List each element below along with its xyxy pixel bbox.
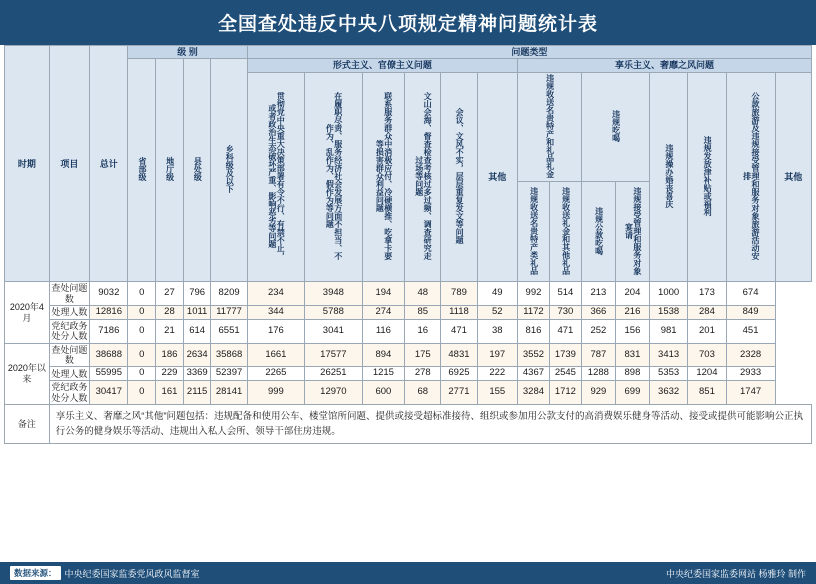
cell: 0: [128, 306, 156, 320]
cell: 992: [518, 282, 550, 306]
cell: 514: [549, 282, 581, 306]
cell: 831: [615, 343, 649, 367]
header-gift-sub-2: 违规收送礼金和其他礼品: [549, 182, 581, 282]
cell: 27: [156, 282, 184, 306]
cell: 2771: [441, 381, 477, 405]
cell: 35868: [211, 343, 247, 367]
cell: 1204: [688, 367, 726, 381]
table-row: [5, 319, 812, 343]
cell: 2634: [183, 343, 211, 367]
cell: 26251: [305, 367, 362, 381]
cell: 3413: [649, 343, 687, 367]
cell: 6551: [211, 319, 247, 343]
header-formalism-group: 形式主义、官僚主义问题: [247, 59, 517, 72]
footer-bar: [0, 562, 816, 584]
header-formalism-col-2: 在履职尽责、服务经济社会发展方面不担当、不作为、乱作为、假作为等问题: [305, 72, 362, 282]
cell: 730: [549, 306, 581, 320]
header-drink-sub-2: 违规接受管理和服务对象宴请: [615, 182, 649, 282]
header-hedonism-group: 享乐主义、奢靡之风问题: [518, 59, 812, 72]
header-period: 时期: [5, 46, 50, 282]
cell: 173: [688, 282, 726, 306]
header-hedonism-drink: 违规吃喝: [581, 72, 649, 181]
cell: 21: [156, 319, 184, 343]
header-formalism-col-1: 贯彻党中央重大决策部署有令不行、有禁不止，或者政治生态破坏严重、影响恶劣等问题: [247, 72, 304, 282]
cell: 197: [477, 343, 517, 367]
cell: 2328: [726, 343, 775, 367]
cell: 0: [128, 319, 156, 343]
cell: 471: [549, 319, 581, 343]
row-period-1: 2020年以来: [5, 343, 50, 404]
cell: 1215: [362, 367, 405, 381]
cell: 981: [649, 319, 687, 343]
cell: 30417: [90, 381, 128, 405]
header-hedonism-gift: 违规收送名贵特产和礼品礼金: [518, 72, 582, 181]
cell: 1172: [518, 306, 550, 320]
header-level-sheng: 省部级: [128, 59, 156, 282]
note-label: 备注: [5, 404, 50, 443]
cell: 1661: [247, 343, 304, 367]
cell: 5788: [305, 306, 362, 320]
cell: 284: [688, 306, 726, 320]
cell: 3632: [649, 381, 687, 405]
cell: 699: [615, 381, 649, 405]
row-item-0-1: 处理人数: [49, 306, 89, 320]
cell: 5353: [649, 367, 687, 381]
cell: 1712: [549, 381, 581, 405]
header-formalism-col-5: 会议、文风不实，层层重复发文等问题: [441, 72, 477, 282]
cell: 222: [477, 367, 517, 381]
cell: 1000: [649, 282, 687, 306]
cell: 4831: [441, 343, 477, 367]
cell: 176: [247, 319, 304, 343]
footer-credit: 中央纪委国家监委网站 杨雅玲 制作: [665, 568, 806, 579]
header-formalism-col-4: 文山会海、督查检查考核过多过频、调查研究走过场等问题: [405, 72, 441, 282]
header-total: 总计: [90, 46, 128, 282]
table-row: [5, 282, 812, 306]
cell: 600: [362, 381, 405, 405]
cell: 3369: [183, 367, 211, 381]
cell: 898: [615, 367, 649, 381]
table-row: [5, 367, 812, 381]
header-drink-sub-1: 违规公款吃喝: [581, 182, 615, 282]
table-container: [0, 45, 816, 562]
cell: 52397: [211, 367, 247, 381]
cell: 3041: [305, 319, 362, 343]
cell: 234: [247, 282, 304, 306]
footer-source: [10, 566, 200, 580]
cell: 929: [581, 381, 615, 405]
cell: 156: [615, 319, 649, 343]
row-item-0-0: 查处问题数: [49, 282, 89, 306]
cell: 1011: [183, 306, 211, 320]
cell: 796: [183, 282, 211, 306]
header-row-1: [5, 46, 812, 59]
cell: 1288: [581, 367, 615, 381]
note-row: [5, 404, 812, 443]
header-hedonism-other: 其他: [775, 72, 811, 282]
cell: 3552: [518, 343, 550, 367]
table-row: [5, 381, 812, 405]
header-problem-type: 问题类型: [247, 46, 811, 59]
footer-source-text: 中央纪委国家监委党风政风监督室: [64, 568, 200, 579]
cell: 4367: [518, 367, 550, 381]
cell: 48: [405, 282, 441, 306]
cell: 0: [128, 381, 156, 405]
cell: 999: [247, 381, 304, 405]
cell: 28141: [211, 381, 247, 405]
cell: 68: [405, 381, 441, 405]
cell: 55995: [90, 367, 128, 381]
header-level-xiangke: 乡科级及以下: [211, 59, 247, 282]
cell: 175: [405, 343, 441, 367]
cell: 17577: [305, 343, 362, 367]
cell: 894: [362, 343, 405, 367]
cell: 278: [405, 367, 441, 381]
cell: 12970: [305, 381, 362, 405]
cell: 38: [477, 319, 517, 343]
cell: 1739: [549, 343, 581, 367]
row-item-1-2: 党纪政务处分人数: [49, 381, 89, 405]
cell: 52: [477, 306, 517, 320]
cell: 471: [441, 319, 477, 343]
cell: 116: [362, 319, 405, 343]
cell: 49: [477, 282, 517, 306]
cell: 2115: [183, 381, 211, 405]
cell: 274: [362, 306, 405, 320]
header-level-group: 级 别: [128, 46, 247, 59]
header-gift-sub-1: 违规收送名贵特产类礼品: [518, 182, 550, 282]
cell: 7186: [90, 319, 128, 343]
cell: 201: [688, 319, 726, 343]
cell: 213: [581, 282, 615, 306]
statistics-table: [4, 45, 812, 444]
cell: 216: [615, 306, 649, 320]
header-hedonism-subsidy: 违规发放津补贴或福利: [688, 72, 726, 282]
page-title: 全国查处违反中央八项规定精神问题统计表: [0, 0, 816, 45]
cell: 194: [362, 282, 405, 306]
cell: 451: [726, 319, 775, 343]
cell: 16: [405, 319, 441, 343]
cell: 3948: [305, 282, 362, 306]
cell: 1747: [726, 381, 775, 405]
cell: 344: [247, 306, 304, 320]
table-row: [5, 306, 812, 320]
header-level-diting: 地厅级: [156, 59, 184, 282]
cell: 851: [688, 381, 726, 405]
cell: 0: [128, 367, 156, 381]
cell: 2545: [549, 367, 581, 381]
cell: 186: [156, 343, 184, 367]
cell: 674: [726, 282, 775, 306]
cell: 2265: [247, 367, 304, 381]
cell: 0: [128, 282, 156, 306]
cell: 161: [156, 381, 184, 405]
cell: 787: [581, 343, 615, 367]
header-level-xianchu: 县处级: [183, 59, 211, 282]
cell: 366: [581, 306, 615, 320]
cell: 204: [615, 282, 649, 306]
row-item-1-0: 查处问题数: [49, 343, 89, 367]
cell: 155: [477, 381, 517, 405]
header-hedonism-wedding: 违规操办婚丧喜庆: [649, 72, 687, 282]
row-item-1-1: 处理人数: [49, 367, 89, 381]
footer-source-label: 数据来源：: [10, 566, 61, 580]
row-item-0-2: 党纪政务处分人数: [49, 319, 89, 343]
cell: 789: [441, 282, 477, 306]
cell: 816: [518, 319, 550, 343]
cell: 614: [183, 319, 211, 343]
header-formalism-col-other: 其他: [477, 72, 517, 282]
cell: 229: [156, 367, 184, 381]
cell: 38688: [90, 343, 128, 367]
note-text: 享乐主义、奢靡之风“其他”问题包括：违规配备和使用公车、楼堂馆所问题、提供或接受超标准接待、组织或参加用公款支付的高消费娱乐健身等活动、接受或提供可能影响公正执行公务的健身娱乐等活动、违规出入私人会所、领导干部住房违规。: [49, 404, 811, 443]
cell: 6925: [441, 367, 477, 381]
cell: 11777: [211, 306, 247, 320]
cell: 849: [726, 306, 775, 320]
cell: 9032: [90, 282, 128, 306]
cell: 2933: [726, 367, 775, 381]
table-row: [5, 343, 812, 367]
cell: 0: [128, 343, 156, 367]
header-hedonism-travel: 公款旅游及违规接受管理和服务对象旅游活动安排: [726, 72, 775, 282]
header-formalism-col-3: 联系服务群众中消极应付、冷硬横推、吃拿卡要等损害群众利益问题: [362, 72, 405, 282]
cell: 12816: [90, 306, 128, 320]
cell: 8209: [211, 282, 247, 306]
cell: 1118: [441, 306, 477, 320]
header-item: 项目: [49, 46, 89, 282]
cell: 3284: [518, 381, 550, 405]
cell: 252: [581, 319, 615, 343]
row-period-0: 2020年4月: [5, 282, 50, 343]
cell: 703: [688, 343, 726, 367]
cell: 28: [156, 306, 184, 320]
cell: 85: [405, 306, 441, 320]
cell: 1538: [649, 306, 687, 320]
